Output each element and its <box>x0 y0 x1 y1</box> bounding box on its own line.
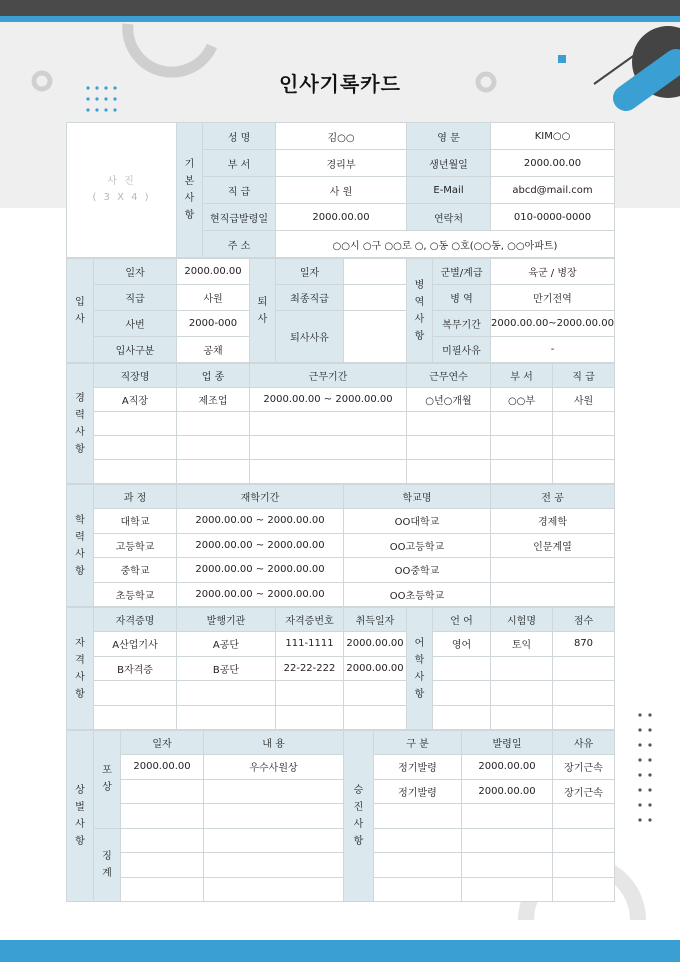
eng-name-value[interactable]: KIM○○ <box>491 123 615 150</box>
table-row <box>67 828 615 853</box>
dot-grid-dark <box>638 713 651 821</box>
career-cell[interactable] <box>94 460 177 484</box>
dept-label: 부 서 <box>203 150 276 177</box>
award-cell[interactable] <box>121 804 204 829</box>
cert-cell[interactable]: 111-1111 <box>276 632 344 657</box>
cert-cell[interactable] <box>276 681 344 706</box>
contact-value[interactable]: 010-0000-0000 <box>491 204 615 231</box>
language-side-label: 어 학 사 항 <box>407 608 433 730</box>
language-cell[interactable]: 870 <box>553 632 615 657</box>
education-cell[interactable] <box>491 558 615 583</box>
career-cell[interactable] <box>553 460 615 484</box>
promotion-cell[interactable]: 정기발령 <box>374 779 462 804</box>
service-period-label: 복무기간 <box>433 311 491 337</box>
cert-header: 취득일자 <box>344 608 407 632</box>
career-header: 직 급 <box>553 364 615 388</box>
career-side-label: 경 력 사 항 <box>67 364 94 484</box>
career-cell[interactable] <box>553 436 615 460</box>
join-type-label: 입사구분 <box>94 337 177 363</box>
rank-label: 직 급 <box>203 177 276 204</box>
promotion-cell[interactable] <box>553 804 615 829</box>
join-type-value[interactable]: 공채 <box>177 337 250 363</box>
education-header: 과 정 <box>94 485 177 509</box>
reward-side-label: 상 벌 사 항 <box>67 731 94 902</box>
promotion-cell[interactable] <box>462 853 553 878</box>
promotion-cell[interactable] <box>553 853 615 878</box>
career-cell[interactable]: 2000.00.00 ~ 2000.00.00 <box>250 388 407 412</box>
cert-cell[interactable] <box>344 681 407 706</box>
career-cell[interactable] <box>177 412 250 436</box>
rank-value[interactable]: 사 원 <box>276 177 407 204</box>
language-cell[interactable] <box>433 656 491 681</box>
award-cell[interactable]: 2000.00.00 <box>121 755 204 780</box>
table-row <box>67 779 615 804</box>
contact-label: 연락처 <box>407 204 491 231</box>
military-status-label: 병 역 <box>433 285 491 311</box>
career-cell[interactable] <box>491 412 553 436</box>
table-row <box>67 582 615 607</box>
education-cell[interactable]: 2000.00.00 ~ 2000.00.00 <box>177 582 344 607</box>
leave-side-label: 퇴 사 <box>250 259 276 363</box>
language-header: 점수 <box>553 608 615 632</box>
career-cell[interactable] <box>177 460 250 484</box>
award-label: 포 상 <box>94 731 121 829</box>
career-cell[interactable] <box>94 436 177 460</box>
education-cell[interactable]: 중학교 <box>94 558 177 583</box>
military-status-value[interactable]: 만기전역 <box>491 285 615 311</box>
education-cell[interactable]: 2000.00.00 ~ 2000.00.00 <box>177 509 344 534</box>
penalty-cell[interactable] <box>121 853 204 878</box>
career-cell[interactable] <box>250 460 407 484</box>
education-cell[interactable]: OO초등학교 <box>344 582 491 607</box>
education-header: 학교명 <box>344 485 491 509</box>
career-table <box>66 363 615 484</box>
photo-label: 사 진 <box>107 176 136 187</box>
join-date-label: 일자 <box>94 259 177 285</box>
cert-cell[interactable] <box>344 705 407 730</box>
education-cell[interactable]: 대학교 <box>94 509 177 534</box>
education-cell[interactable]: 인문계열 <box>491 533 615 558</box>
military-side-label: 병 역 사 항 <box>407 259 433 363</box>
award-cell[interactable] <box>204 779 344 804</box>
promotion-cell[interactable] <box>374 877 462 902</box>
penalty-cell[interactable] <box>121 877 204 902</box>
table-row <box>67 460 615 484</box>
career-cell[interactable] <box>94 412 177 436</box>
table-row <box>67 436 615 460</box>
basic-side-label: 기 본 사 항 <box>177 123 203 258</box>
employment-table <box>66 258 615 363</box>
basic-info-table <box>66 122 615 258</box>
service-period-value[interactable]: 2000.00.00~2000.00.00 <box>491 311 615 337</box>
education-header: 전 공 <box>491 485 615 509</box>
leave-rank-value[interactable] <box>344 285 407 311</box>
career-cell[interactable] <box>491 436 553 460</box>
cert-cell[interactable] <box>276 705 344 730</box>
promotion-cell[interactable] <box>462 828 553 853</box>
promotion-cell[interactable] <box>374 853 462 878</box>
email-label: E-Mail <box>407 177 491 204</box>
career-cell[interactable]: 사원 <box>553 388 615 412</box>
promotion-header: 사유 <box>553 731 615 755</box>
cert-cell[interactable] <box>177 705 276 730</box>
language-cell[interactable] <box>553 705 615 730</box>
cert-header: 자격증명 <box>94 608 177 632</box>
top-dark-bar <box>0 0 680 16</box>
cert-cell[interactable]: B자격증 <box>94 656 177 681</box>
table-row <box>67 656 615 681</box>
table-row <box>67 632 615 657</box>
promotion-header: 발령일 <box>462 731 553 755</box>
leave-date-value[interactable] <box>344 259 407 285</box>
promotion-cell[interactable]: 2000.00.00 <box>462 779 553 804</box>
promotion-cell[interactable]: 장기근속 <box>553 779 615 804</box>
education-cell[interactable]: 2000.00.00 ~ 2000.00.00 <box>177 558 344 583</box>
table-row <box>67 533 615 558</box>
education-cell[interactable]: 초등학교 <box>94 582 177 607</box>
education-side-label: 학 력 사 항 <box>67 485 94 607</box>
education-cell[interactable]: 고등학교 <box>94 533 177 558</box>
language-cell[interactable] <box>491 705 553 730</box>
career-cell[interactable] <box>407 412 491 436</box>
promotion-cell[interactable]: 정기발령 <box>374 755 462 780</box>
promotion-cell[interactable] <box>462 877 553 902</box>
cert-cell[interactable] <box>94 705 177 730</box>
penalty-cell[interactable] <box>121 828 204 853</box>
photo-size: ( 3 X 4 ) <box>92 192 151 203</box>
award-cell[interactable] <box>121 779 204 804</box>
cert-cell[interactable] <box>94 681 177 706</box>
military-branch-label: 군별/계급 <box>433 259 491 285</box>
photo-box <box>67 123 177 258</box>
email-value[interactable]: abcd@mail.com <box>491 177 615 204</box>
language-cell[interactable] <box>491 656 553 681</box>
table-row <box>67 558 615 583</box>
language-cell[interactable] <box>553 681 615 706</box>
table-row <box>67 853 615 878</box>
leave-reason-label: 퇴사사유 <box>276 311 344 363</box>
cert-cell[interactable]: 2000.00.00 <box>344 656 407 681</box>
reward-header: 내 용 <box>204 731 344 755</box>
table-row <box>67 388 615 412</box>
table-row <box>67 705 615 730</box>
career-cell[interactable]: ○○부 <box>491 388 553 412</box>
language-cell[interactable]: 토익 <box>491 632 553 657</box>
leave-reason-value[interactable] <box>344 311 407 363</box>
address-label: 주 소 <box>203 231 276 258</box>
award-cell[interactable]: 우수사원상 <box>204 755 344 780</box>
penalty-cell[interactable] <box>204 877 344 902</box>
career-cell[interactable] <box>250 412 407 436</box>
language-cell[interactable] <box>553 656 615 681</box>
career-cell[interactable]: A직장 <box>94 388 177 412</box>
page-title: 인사기록카드 <box>279 72 401 96</box>
language-header: 언 어 <box>433 608 491 632</box>
table-row <box>67 509 615 534</box>
cert-cell[interactable] <box>177 681 276 706</box>
career-header: 부 서 <box>491 364 553 388</box>
emp-no-value[interactable]: 2000-000 <box>177 311 250 337</box>
career-cell[interactable] <box>407 436 491 460</box>
promotion-cell[interactable]: 2000.00.00 <box>462 755 553 780</box>
promotion-cell[interactable] <box>553 877 615 902</box>
reward-header: 일자 <box>121 731 204 755</box>
cert-cell[interactable]: 2000.00.00 <box>344 632 407 657</box>
career-cell[interactable] <box>553 412 615 436</box>
cert-header: 자격증번호 <box>276 608 344 632</box>
dept-value[interactable]: 경리부 <box>276 150 407 177</box>
education-cell[interactable]: OO중학교 <box>344 558 491 583</box>
birth-value[interactable]: 2000.00.00 <box>491 150 615 177</box>
education-table <box>66 484 615 607</box>
career-cell[interactable] <box>177 436 250 460</box>
exempt-reason-label: 미필사유 <box>433 337 491 363</box>
education-cell[interactable]: 2000.00.00 ~ 2000.00.00 <box>177 533 344 558</box>
language-cell[interactable]: 영어 <box>433 632 491 657</box>
education-header: 재학기간 <box>177 485 344 509</box>
career-cell[interactable] <box>407 460 491 484</box>
join-rank-value[interactable]: 사원 <box>177 285 250 311</box>
education-cell[interactable]: 경제학 <box>491 509 615 534</box>
penalty-cell[interactable] <box>204 828 344 853</box>
issue-date-label: 현직급발령일 <box>203 204 276 231</box>
qualification-table <box>66 607 615 730</box>
bottom-accent-bar <box>0 940 680 962</box>
penalty-label: 징 계 <box>94 828 121 902</box>
cert-side-label: 자 격 사 항 <box>67 608 94 730</box>
language-header: 시험명 <box>491 608 553 632</box>
career-cell[interactable] <box>250 436 407 460</box>
table-row <box>67 412 615 436</box>
career-cell[interactable] <box>491 460 553 484</box>
penalty-cell[interactable] <box>204 853 344 878</box>
table-row <box>67 681 615 706</box>
career-cell[interactable]: 제조업 <box>177 388 250 412</box>
join-side-label: 입 사 <box>67 259 94 363</box>
cert-cell[interactable]: A산업기사 <box>94 632 177 657</box>
promotion-cell[interactable] <box>374 828 462 853</box>
promotion-header: 구 분 <box>374 731 462 755</box>
table-row <box>67 755 615 780</box>
promotion-cell[interactable] <box>553 828 615 853</box>
education-cell[interactable]: OO대학교 <box>344 509 491 534</box>
emp-no-label: 사번 <box>94 311 177 337</box>
leave-rank-label: 최종직급 <box>276 285 344 311</box>
education-cell[interactable]: OO고등학교 <box>344 533 491 558</box>
language-cell[interactable] <box>433 681 491 706</box>
table-row <box>67 877 615 902</box>
cert-cell[interactable]: A공단 <box>177 632 276 657</box>
address-value[interactable]: ○○시 ○구 ○○로 ○, ○동 ○호(○○동, ○○아파트) <box>276 231 615 258</box>
join-date-value[interactable]: 2000.00.00 <box>177 259 250 285</box>
career-cell[interactable]: ○년○개월 <box>407 388 491 412</box>
join-rank-label: 직급 <box>94 285 177 311</box>
promotion-cell[interactable] <box>374 804 462 829</box>
career-header: 업 종 <box>177 364 250 388</box>
promotion-cell[interactable] <box>462 804 553 829</box>
award-cell[interactable] <box>204 804 344 829</box>
personnel-form <box>66 122 614 902</box>
language-cell[interactable] <box>433 705 491 730</box>
education-cell[interactable] <box>491 582 615 607</box>
career-header: 직장명 <box>94 364 177 388</box>
promotion-side-label: 승 진 사 항 <box>344 731 374 902</box>
birth-label: 생년월일 <box>407 150 491 177</box>
career-header: 근무연수 <box>407 364 491 388</box>
name-label: 성 명 <box>203 123 276 150</box>
cert-cell[interactable]: B공단 <box>177 656 276 681</box>
issue-date-value[interactable]: 2000.00.00 <box>276 204 407 231</box>
name-value[interactable]: 김○○ <box>276 123 407 150</box>
career-header: 근무기간 <box>250 364 407 388</box>
table-row <box>67 804 615 829</box>
reward-promotion-table <box>66 730 615 902</box>
language-cell[interactable] <box>491 681 553 706</box>
leave-date-label: 일자 <box>276 259 344 285</box>
eng-name-label: 영 문 <box>407 123 491 150</box>
cert-header: 발행기관 <box>177 608 276 632</box>
military-branch-value[interactable]: 육군 / 병장 <box>491 259 615 285</box>
promotion-cell[interactable]: 장기근속 <box>553 755 615 780</box>
exempt-reason-value[interactable]: - <box>491 337 615 363</box>
cert-cell[interactable]: 22-22-222 <box>276 656 344 681</box>
